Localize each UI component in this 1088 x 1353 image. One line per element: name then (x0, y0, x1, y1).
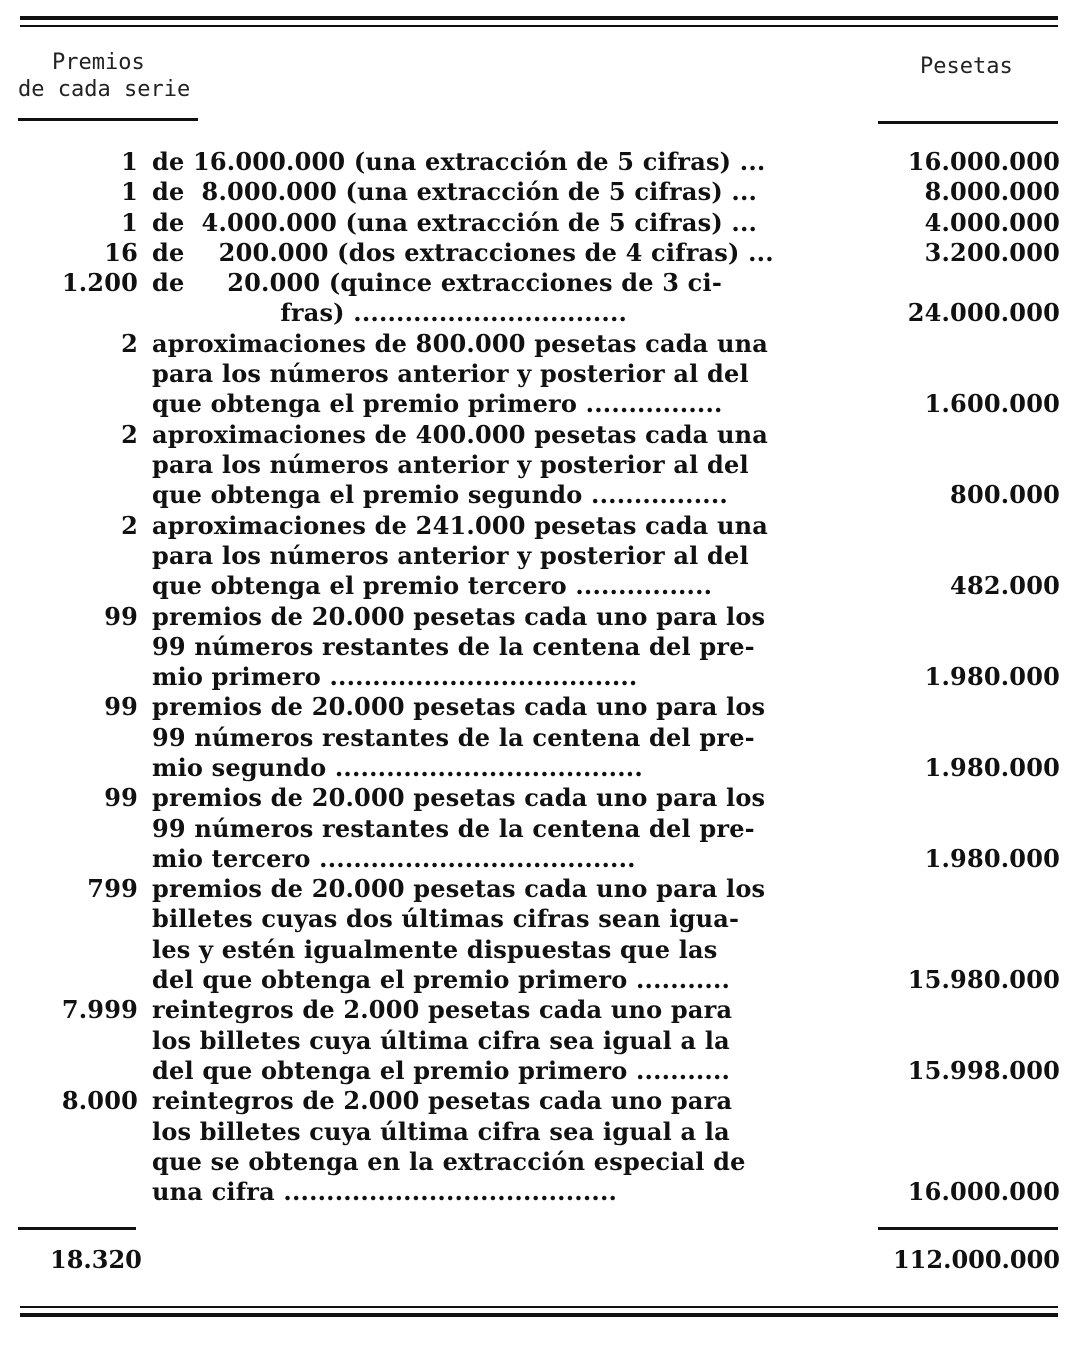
totals-rule-left (18, 1227, 136, 1230)
prize-count: 1 (121, 177, 138, 207)
top-rule-thick (20, 16, 1058, 20)
prize-description-line: de 8.000.000 (una extracción de 5 cifras) ... (152, 177, 758, 207)
prize-description-line: reintegros de 2.000 pesetas cada uno para (152, 1086, 733, 1116)
prize-description-line: aproximaciones de 800.000 pesetas cada una (152, 328, 769, 358)
total-count: 18.320 (50, 1245, 142, 1274)
prize-description-line: una cifra ....................................... (152, 1177, 618, 1207)
prize-row (0, 874, 1088, 995)
prize-description-line: los billetes cuya última cifra sea igual a la (152, 1025, 730, 1055)
prize-amount: 482.000 (950, 571, 1060, 601)
prize-amount: 1.600.000 (924, 389, 1060, 419)
prize-count: 799 (87, 874, 138, 904)
prize-count: 99 (104, 692, 138, 722)
prize-description-line: aproximaciones de 400.000 pesetas cada una (152, 419, 769, 449)
prize-description-line: 99 números restantes de la centena del pre- (152, 813, 755, 843)
prize-row (0, 995, 1088, 1086)
prize-description-line: que obtenga el premio tercero ................ (152, 571, 713, 601)
prize-row (0, 511, 1088, 602)
prize-description-line: premios de 20.000 pesetas cada uno para los (152, 601, 766, 631)
header-rule-right (878, 121, 1058, 124)
prize-description-line: de 20.000 (quince extracciones de 3 ci- (152, 268, 722, 298)
top-rule-thin (20, 25, 1058, 27)
prize-amount: 8.000.000 (924, 177, 1060, 207)
prize-description-line: les y estén igualmente dispuestas que las (152, 934, 718, 964)
prize-count: 2 (121, 328, 138, 358)
prize-count: 99 (104, 601, 138, 631)
prize-count: 16 (104, 237, 138, 267)
prize-description-line: mio tercero ..................................... (152, 843, 636, 873)
prize-description-line: para los números anterior y posterior al del (152, 359, 749, 389)
prize-description-line: premios de 20.000 pesetas cada uno para los (152, 692, 766, 722)
prize-description-line: del que obtenga el premio primero ........... (152, 965, 731, 995)
prize-description-line: del que obtenga el premio primero ........... (152, 1055, 731, 1085)
prize-description-line: que obtenga el premio segundo ................ (152, 480, 728, 510)
prize-description-line: de 4.000.000 (una extracción de 5 cifras) ... (152, 207, 758, 237)
header-de-cada-serie: de cada serie (18, 77, 191, 102)
prize-description-line: reintegros de 2.000 pesetas cada uno para (152, 995, 733, 1025)
prize-amount: 4.000.000 (924, 207, 1060, 237)
prize-count: 2 (121, 510, 138, 540)
bottom-rule-thick (20, 1313, 1058, 1317)
prize-description-line: que obtenga el premio primero ................ (152, 389, 723, 419)
prize-row (0, 420, 1088, 511)
prize-description-line: premios de 20.000 pesetas cada uno para los (152, 783, 766, 813)
prize-row (0, 692, 1088, 783)
prize-description-line: de 200.000 (dos extracciones de 4 cifras) ... (152, 237, 774, 267)
prize-description-line: aproximaciones de 241.000 pesetas cada una (152, 510, 769, 540)
prize-row (0, 268, 1088, 329)
prize-amount: 1.980.000 (924, 752, 1060, 782)
prize-row (0, 1086, 1088, 1207)
prize-description-line: premios de 20.000 pesetas cada uno para los (152, 874, 766, 904)
total-amount: 112.000.000 (892, 1245, 1060, 1274)
prize-count: 2 (121, 419, 138, 449)
prize-amount: 24.000.000 (907, 298, 1060, 328)
prize-amount: 16.000.000 (907, 1177, 1060, 1207)
prize-amount: 16.000.000 (907, 147, 1060, 176)
prize-description-line: que se obtenga en la extracción especial de (152, 1146, 746, 1176)
prize-amount: 15.980.000 (907, 965, 1060, 995)
prize-amount: 1.980.000 (924, 843, 1060, 873)
totals-rule-right (878, 1227, 1058, 1230)
prize-count: 1 (121, 147, 138, 176)
prize-row (0, 147, 1088, 177)
prize-description-line: 99 números restantes de la centena del pre- (152, 631, 755, 661)
prize-amount: 3.200.000 (924, 237, 1060, 267)
prize-count: 7.999 (61, 995, 138, 1025)
bottom-rule-thin (20, 1306, 1058, 1308)
header-pesetas: Pesetas (920, 54, 1013, 79)
prize-description-line: mio primero .................................... (152, 662, 638, 692)
prize-description-line: billetes cuyas dos últimas cifras sean igua- (152, 904, 740, 934)
prize-count: 99 (104, 783, 138, 813)
prize-description-line: 99 números restantes de la centena del pre- (152, 722, 755, 752)
header-premios: Premios (52, 50, 145, 75)
prize-row (0, 208, 1088, 238)
prize-count: 1 (121, 207, 138, 237)
prize-description-line: los billetes cuya última cifra sea igual a la (152, 1116, 730, 1146)
prize-count: 1.200 (61, 268, 138, 298)
prize-row (0, 238, 1088, 268)
prize-description-line: mio segundo .................................... (152, 752, 643, 782)
prize-amount: 800.000 (950, 480, 1060, 510)
prize-amount: 1.980.000 (924, 662, 1060, 692)
prize-amount: 15.998.000 (907, 1055, 1060, 1085)
prize-description-line: para los números anterior y posterior al del (152, 449, 749, 479)
prize-row (0, 783, 1088, 874)
header-rule-left (18, 118, 198, 121)
prize-row (0, 329, 1088, 420)
prize-description-line: para los números anterior y posterior al del (152, 540, 749, 570)
prize-row (0, 177, 1088, 207)
prize-row (0, 602, 1088, 693)
prize-description-line: de 16.000.000 (una extracción de 5 cifras) ... (152, 147, 766, 176)
prize-count: 8.000 (61, 1086, 138, 1116)
prize-description-line: fras) ................................ (152, 298, 628, 328)
